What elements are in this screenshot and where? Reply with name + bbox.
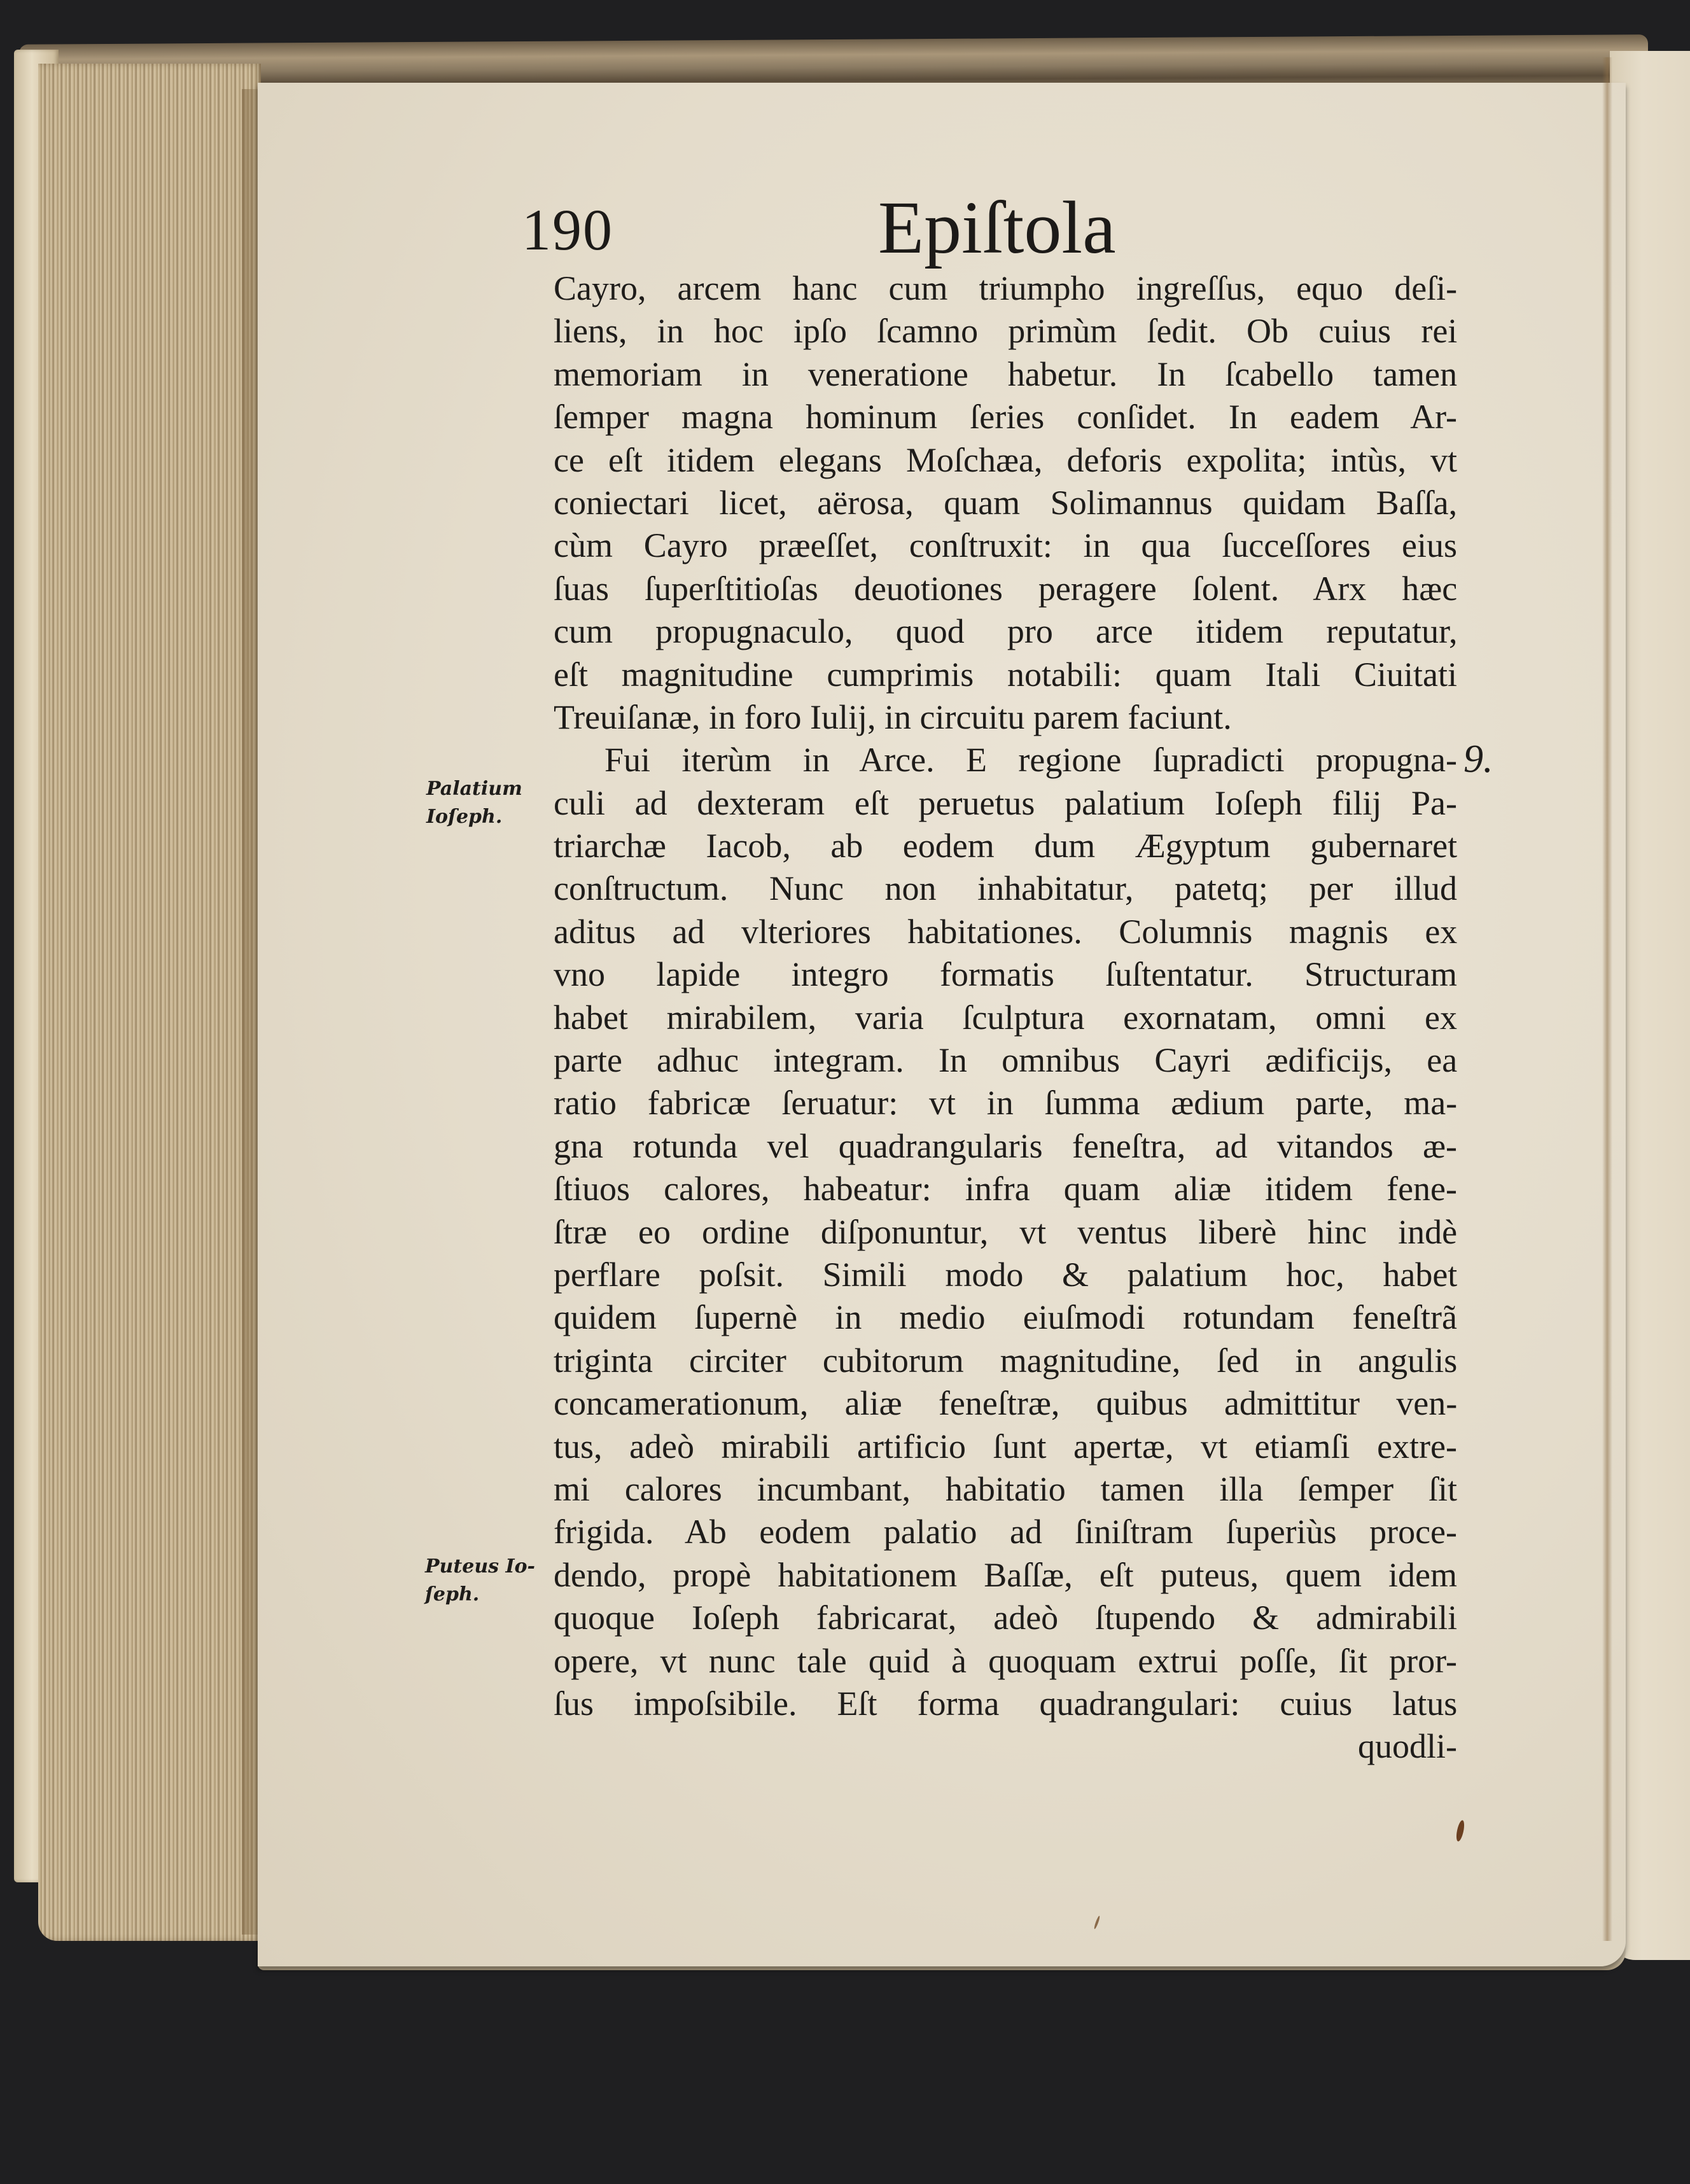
- text-line: culi ad dexteram eſt peruetus palatium Ioſeph filij Pa-: [554, 783, 1457, 822]
- text-line: opere, vt nunc tale quid à quoquam extrui poſſe, ſit pror-: [554, 1641, 1457, 1680]
- text-line: aditus ad vlteriores habitationes. Columnis magnis ex: [554, 912, 1458, 951]
- text-line: liens, in hoc ipſo ſcamno primùm ſedit. Ob cuius rei: [554, 312, 1458, 351]
- text-line: tus, adeò mirabili artificio ſunt apertæ, vt etiamſi extre-: [554, 1427, 1457, 1466]
- page-header: [522, 185, 1476, 274]
- text-line: cùm Cayro præeſſet, conſtruxit: in qua ſucceſſores eius: [554, 526, 1457, 565]
- text-line: Cayro, arcem hanc cum triumpho ingreſſus, equo deſi-: [554, 269, 1458, 307]
- text-line: conſtructum. Nunc non inhabitatur, patetq; per illud: [554, 869, 1457, 908]
- text-line: cum propugnaculo, quod pro arce itidem reputatur,: [554, 612, 1458, 651]
- book-gutter: [1602, 57, 1612, 1941]
- text-line: coniectari licet, aërosa, quam Solimannus quidam Baſſa,: [554, 483, 1458, 522]
- text-line: Fui iterùm in Arce. E regione ſupradicti propugna-: [604, 741, 1457, 780]
- text-line: ſuas ſuperſtitioſas deuotiones peragere ſolent. Arx hæc: [554, 569, 1458, 608]
- text-line: eſt magnitudine cumprimis notabili: quam Itali Ciuitati: [554, 655, 1457, 694]
- text-line: ſemper magna hominum ſeries conſidet. In eadem Ar-: [554, 398, 1457, 437]
- text-line: gna rotunda vel quadrangularis feneſtra, ad vitandos æ-: [554, 1126, 1457, 1165]
- text-line: concamerationum, aliæ feneſtræ, quibus admittitur ven-: [554, 1384, 1458, 1423]
- text-line: parte adhuc integram. In omnibus Cayri ædificijs, ea: [554, 1041, 1458, 1080]
- text-line: memoriam in veneratione habetur. In ſcabello tamen: [554, 354, 1458, 393]
- body-text: [554, 267, 1457, 1768]
- page-number: 190: [522, 197, 613, 262]
- text-line: ſus impoſsibile. Eſt forma quadrangulari: cuius latus: [554, 1684, 1458, 1723]
- margin-number: 9.: [1463, 738, 1493, 781]
- page-stack-fore-edge: [38, 64, 261, 1941]
- marginal-note-line: ſeph.: [425, 1583, 480, 1606]
- marginal-note-line: Puteus Io-: [425, 1555, 535, 1578]
- text-line: ſtiuos calores, habeatur: infra quam aliæ itidem fene-: [554, 1170, 1457, 1208]
- text-line: Treuiſanæ, in foro Iulij, in circuitu parem faciunt.: [554, 697, 1232, 736]
- marginal-note-puteus: [425, 1553, 535, 1609]
- text-line: dendo, propè habitationem Baſſæ, eſt puteus, quem idem: [554, 1555, 1457, 1594]
- text-line: habet mirabilem, varia ſculptura exornatam, omni ex: [554, 998, 1457, 1037]
- text-line: ce eſt itidem elegans Moſchæa, deforis expolita; intùs, vt: [554, 440, 1457, 479]
- text-line: ratio fabricæ ſeruatur: vt in ſumma ædium parte, ma-: [554, 1084, 1458, 1123]
- marginal-note-palatium: [426, 775, 522, 831]
- text-line: triginta circiter cubitorum magnitudine, ſed in angulis: [554, 1341, 1458, 1380]
- running-head: Epiſtola: [878, 186, 1116, 269]
- text-line: perflare poſsit. Simili modo & palatium hoc, habet: [554, 1255, 1458, 1294]
- text-line: quidem ſupernè in medio eiuſmodi rotundam feneſtrã: [554, 1298, 1457, 1337]
- marginal-note-line: Ioſeph.: [426, 806, 503, 828]
- text-line: triarchæ Iacob, ab eodem dum Ægyptum gubernaret: [554, 827, 1458, 865]
- marginal-note-line: Palatium: [426, 778, 522, 800]
- text-line: frigida. Ab eodem palatio ad ſiniſtram ſuperiùs proce-: [554, 1513, 1457, 1551]
- text-line: mi calores incumbant, habitatio tamen illa ſemper ſit: [554, 1469, 1457, 1508]
- text-line: vno lapide integro formatis ſuſtentatur. Structuram: [554, 955, 1457, 994]
- text-line: quoque Ioſeph fabricarat, adeò ſtupendo & admirabili: [554, 1599, 1458, 1637]
- text-line: ſtræ eo ordine diſponuntur, vt ventus liberè hinc indè: [554, 1212, 1458, 1251]
- catchword: quodli-: [1358, 1727, 1457, 1766]
